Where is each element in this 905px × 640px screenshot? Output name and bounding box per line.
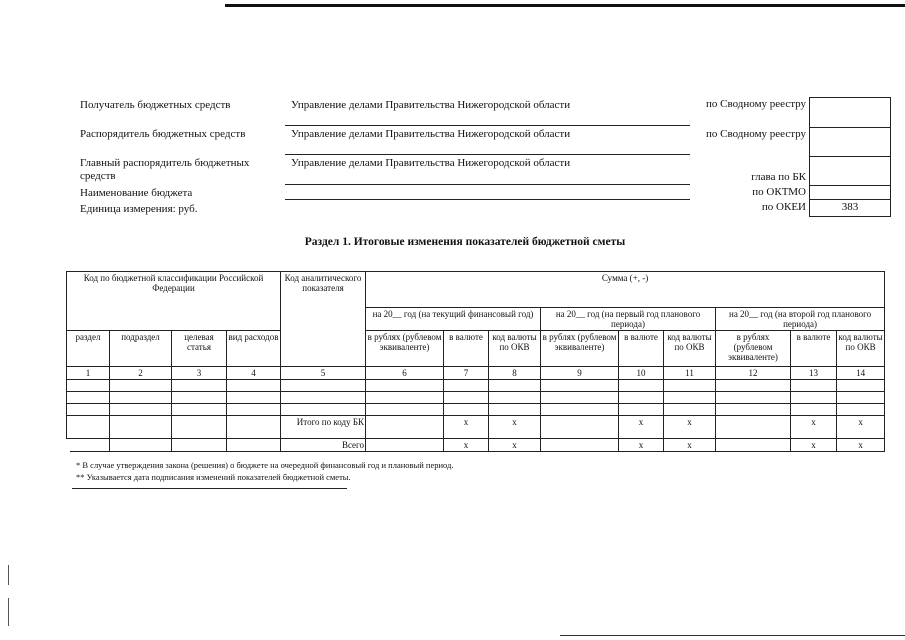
bottom-scan-line <box>560 635 905 636</box>
chief-manager-value: Управление делами Правительства Нижегородской области <box>291 157 571 169</box>
header-period-current: на 20__ год (на текущий финансовый год) <box>366 308 541 331</box>
col-num: 12 <box>716 367 791 380</box>
col-num: 7 <box>444 367 489 380</box>
footnote-1: * В случае утверждения закона (решения) о бюджете на очередной финансовый год и плановый период. <box>76 460 454 470</box>
code-cell-oktmo <box>810 186 890 200</box>
header-period-first: на 20__ год (на первый год планового периода) <box>541 308 716 331</box>
header-expense-type: вид расходов <box>227 331 281 367</box>
x-mark: х <box>619 439 664 452</box>
header-okv-1: код валюты по ОКВ <box>489 331 541 367</box>
header-rub-1: в рублях (рублевом эквиваленте) <box>366 331 444 367</box>
col-num: 13 <box>791 367 837 380</box>
footnote-separator <box>70 451 300 452</box>
x-mark: х <box>837 416 885 439</box>
glava-bk-label: глава по БК <box>751 171 806 183</box>
codes-box <box>809 97 891 217</box>
col-num: 14 <box>837 367 885 380</box>
col-num: 5 <box>281 367 366 380</box>
footnote-2: ** Указывается дата подписания изменений показателей бюджетной сметы. <box>76 472 351 482</box>
col-num: 6 <box>366 367 444 380</box>
recipient-underline <box>285 125 690 126</box>
total-by-code-row <box>67 416 885 439</box>
svodny-reestr-label-1: по Сводному реестру <box>706 98 806 110</box>
column-number-row <box>67 367 885 380</box>
oktmo-label: по ОКТМО <box>752 186 806 198</box>
total-all-label: Всего <box>281 439 366 452</box>
header-currency-2: в валюте <box>619 331 664 367</box>
x-mark: х <box>444 439 489 452</box>
x-mark: х <box>664 416 716 439</box>
scan-speck <box>8 565 9 585</box>
col-num: 8 <box>489 367 541 380</box>
header-razdel: раздел <box>67 331 110 367</box>
code-cell-glava <box>810 157 890 186</box>
header-target-item: целевая статья <box>172 331 227 367</box>
header-analytic-code: Код аналитического показателя <box>281 272 366 367</box>
manager-underline <box>285 154 690 155</box>
recipient-value: Управление делами Правительства Нижегородской области <box>291 99 571 111</box>
header-okv-3: код валюты по ОКВ <box>837 331 885 367</box>
x-mark: х <box>791 439 837 452</box>
table-row <box>67 392 885 404</box>
x-mark: х <box>444 416 489 439</box>
chief-manager-underline <box>285 184 690 185</box>
col-num: 10 <box>619 367 664 380</box>
manager-value: Управление делами Правительства Нижегородской области <box>291 128 571 140</box>
header-classification: Код по бюджетной классификации Российской Федерации <box>67 272 281 331</box>
x-mark: х <box>619 416 664 439</box>
unit-label: Единица измерения: руб. <box>80 203 198 215</box>
code-cell-okei: 383 <box>841 201 859 213</box>
x-mark: х <box>664 439 716 452</box>
x-mark: х <box>489 439 541 452</box>
col-num: 2 <box>110 367 172 380</box>
total-all-row <box>67 439 885 452</box>
section-title: Раздел 1. Итоговые изменения показателей бюджетной сметы <box>304 236 626 248</box>
budget-name-underline <box>285 199 690 200</box>
header-okv-2: код валюты по ОКВ <box>664 331 716 367</box>
footnote-bottom-line <box>72 488 347 489</box>
table-row <box>67 380 885 392</box>
header-period-second: на 20__ год (на второй год планового периода) <box>716 308 885 331</box>
manager-label: Распорядитель бюджетных средств <box>80 128 246 140</box>
col-num: 9 <box>541 367 619 380</box>
header-rub-2: в рублях (рублевом эквиваленте) <box>541 331 619 367</box>
col-num: 4 <box>227 367 281 380</box>
code-cell-svodny-1 <box>810 98 890 128</box>
chief-manager-label: Главный распорядитель бюджетных средств <box>80 157 250 182</box>
header-sum: Сумма (+, -) <box>366 272 885 308</box>
col-num: 1 <box>67 367 110 380</box>
total-by-code-label: Итого по коду БК <box>281 416 366 439</box>
header-currency-3: в валюте <box>791 331 837 367</box>
recipient-label: Получатель бюджетных средств <box>80 99 231 111</box>
col-num: 3 <box>172 367 227 380</box>
x-mark: х <box>489 416 541 439</box>
x-mark: х <box>837 439 885 452</box>
top-border-line <box>225 4 905 7</box>
budget-name-label: Наименование бюджета <box>80 187 193 199</box>
svodny-reestr-label-2: по Сводному реестру <box>706 128 806 140</box>
header-rub-3: в рублях (рублевом эквиваленте) <box>716 331 791 367</box>
col-num: 11 <box>664 367 716 380</box>
header-currency-1: в валюте <box>444 331 489 367</box>
okei-label: по ОКЕИ <box>761 201 806 213</box>
header-podrazdel: подраздел <box>110 331 172 367</box>
code-cell-svodny-2 <box>810 128 890 157</box>
scan-speck <box>8 598 9 626</box>
budget-changes-table <box>66 271 885 452</box>
x-mark: х <box>791 416 837 439</box>
table-row <box>67 404 885 416</box>
